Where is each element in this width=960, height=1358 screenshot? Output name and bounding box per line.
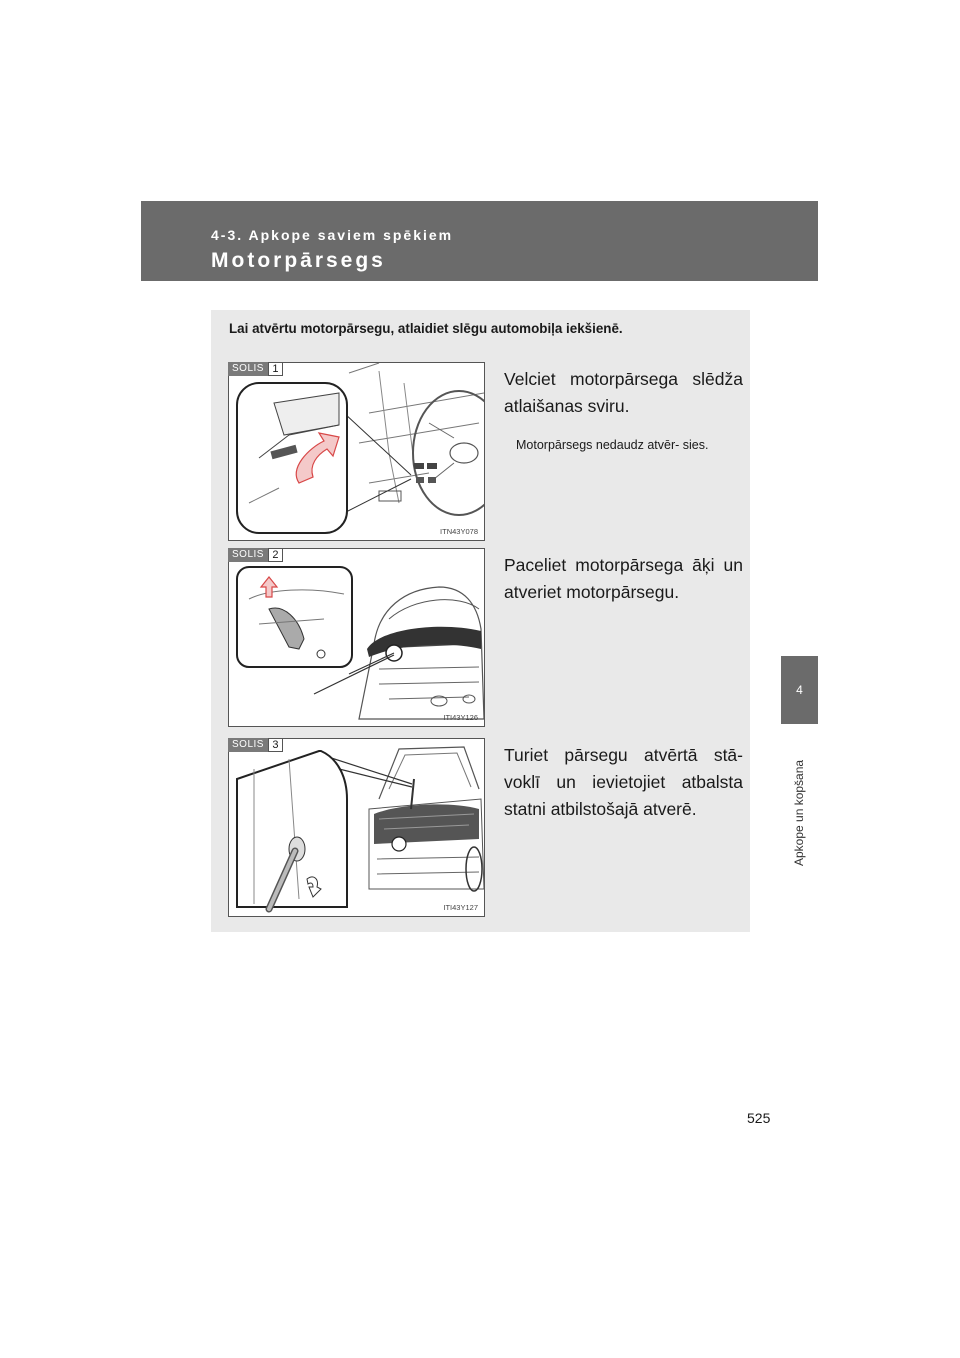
hood-release-lever-illustration [229,363,485,541]
header-band [141,201,818,281]
step-1-note: Motorpārsegs nedaudz atvēr- sies. [516,438,709,452]
chapter-tab-title: Apkope un kopšana [792,759,806,866]
instructions-panel [211,310,750,932]
step-badge [228,548,283,562]
step-badge-number: 2 [268,548,283,562]
figure-code: ITI43Y127 [443,903,478,912]
page-number: 525 [747,1110,771,1126]
step-badge-label: SOLIS [228,362,268,376]
hood-lever-car-illustration [229,549,485,727]
step-1-text: Velciet motorpārsega slēdža atlaišanas sviru. [504,369,743,416]
step-badge [228,738,283,752]
step-2-text: Paceliet motorpārsega āķi un atveriet motorpārsegu. [504,555,743,602]
step-badge-number: 1 [268,362,283,376]
step-3-figure [228,738,485,917]
chapter-tab-number: 4 [781,656,818,724]
figure-code: ITI43Y126 [443,713,478,722]
step-2 [228,548,743,728]
step-badge-label: SOLIS [228,738,268,752]
page-title: Motorpārsegs [211,249,386,272]
figure-code: ITN43Y078 [440,527,478,536]
step-1 [228,362,743,542]
step-badge [228,362,283,376]
step-badge-number: 3 [268,738,283,752]
step-3 [228,738,743,918]
intro-text: Lai atvērtu motorpārsegu, atlaidiet slēgu automobiļa iekšienē. [229,321,623,336]
step-2-figure [228,548,485,727]
step-1-figure [228,362,485,541]
step-badge-label: SOLIS [228,548,268,562]
step-3-text: Turiet pārsegu atvērtā stā- voklī un ievietojiet atbalsta statni atbilstošajā atverē. [504,745,743,819]
section-label: 4-3. Apkope saviem spēkiem [211,227,454,243]
hood-support-rod-illustration [229,739,485,917]
